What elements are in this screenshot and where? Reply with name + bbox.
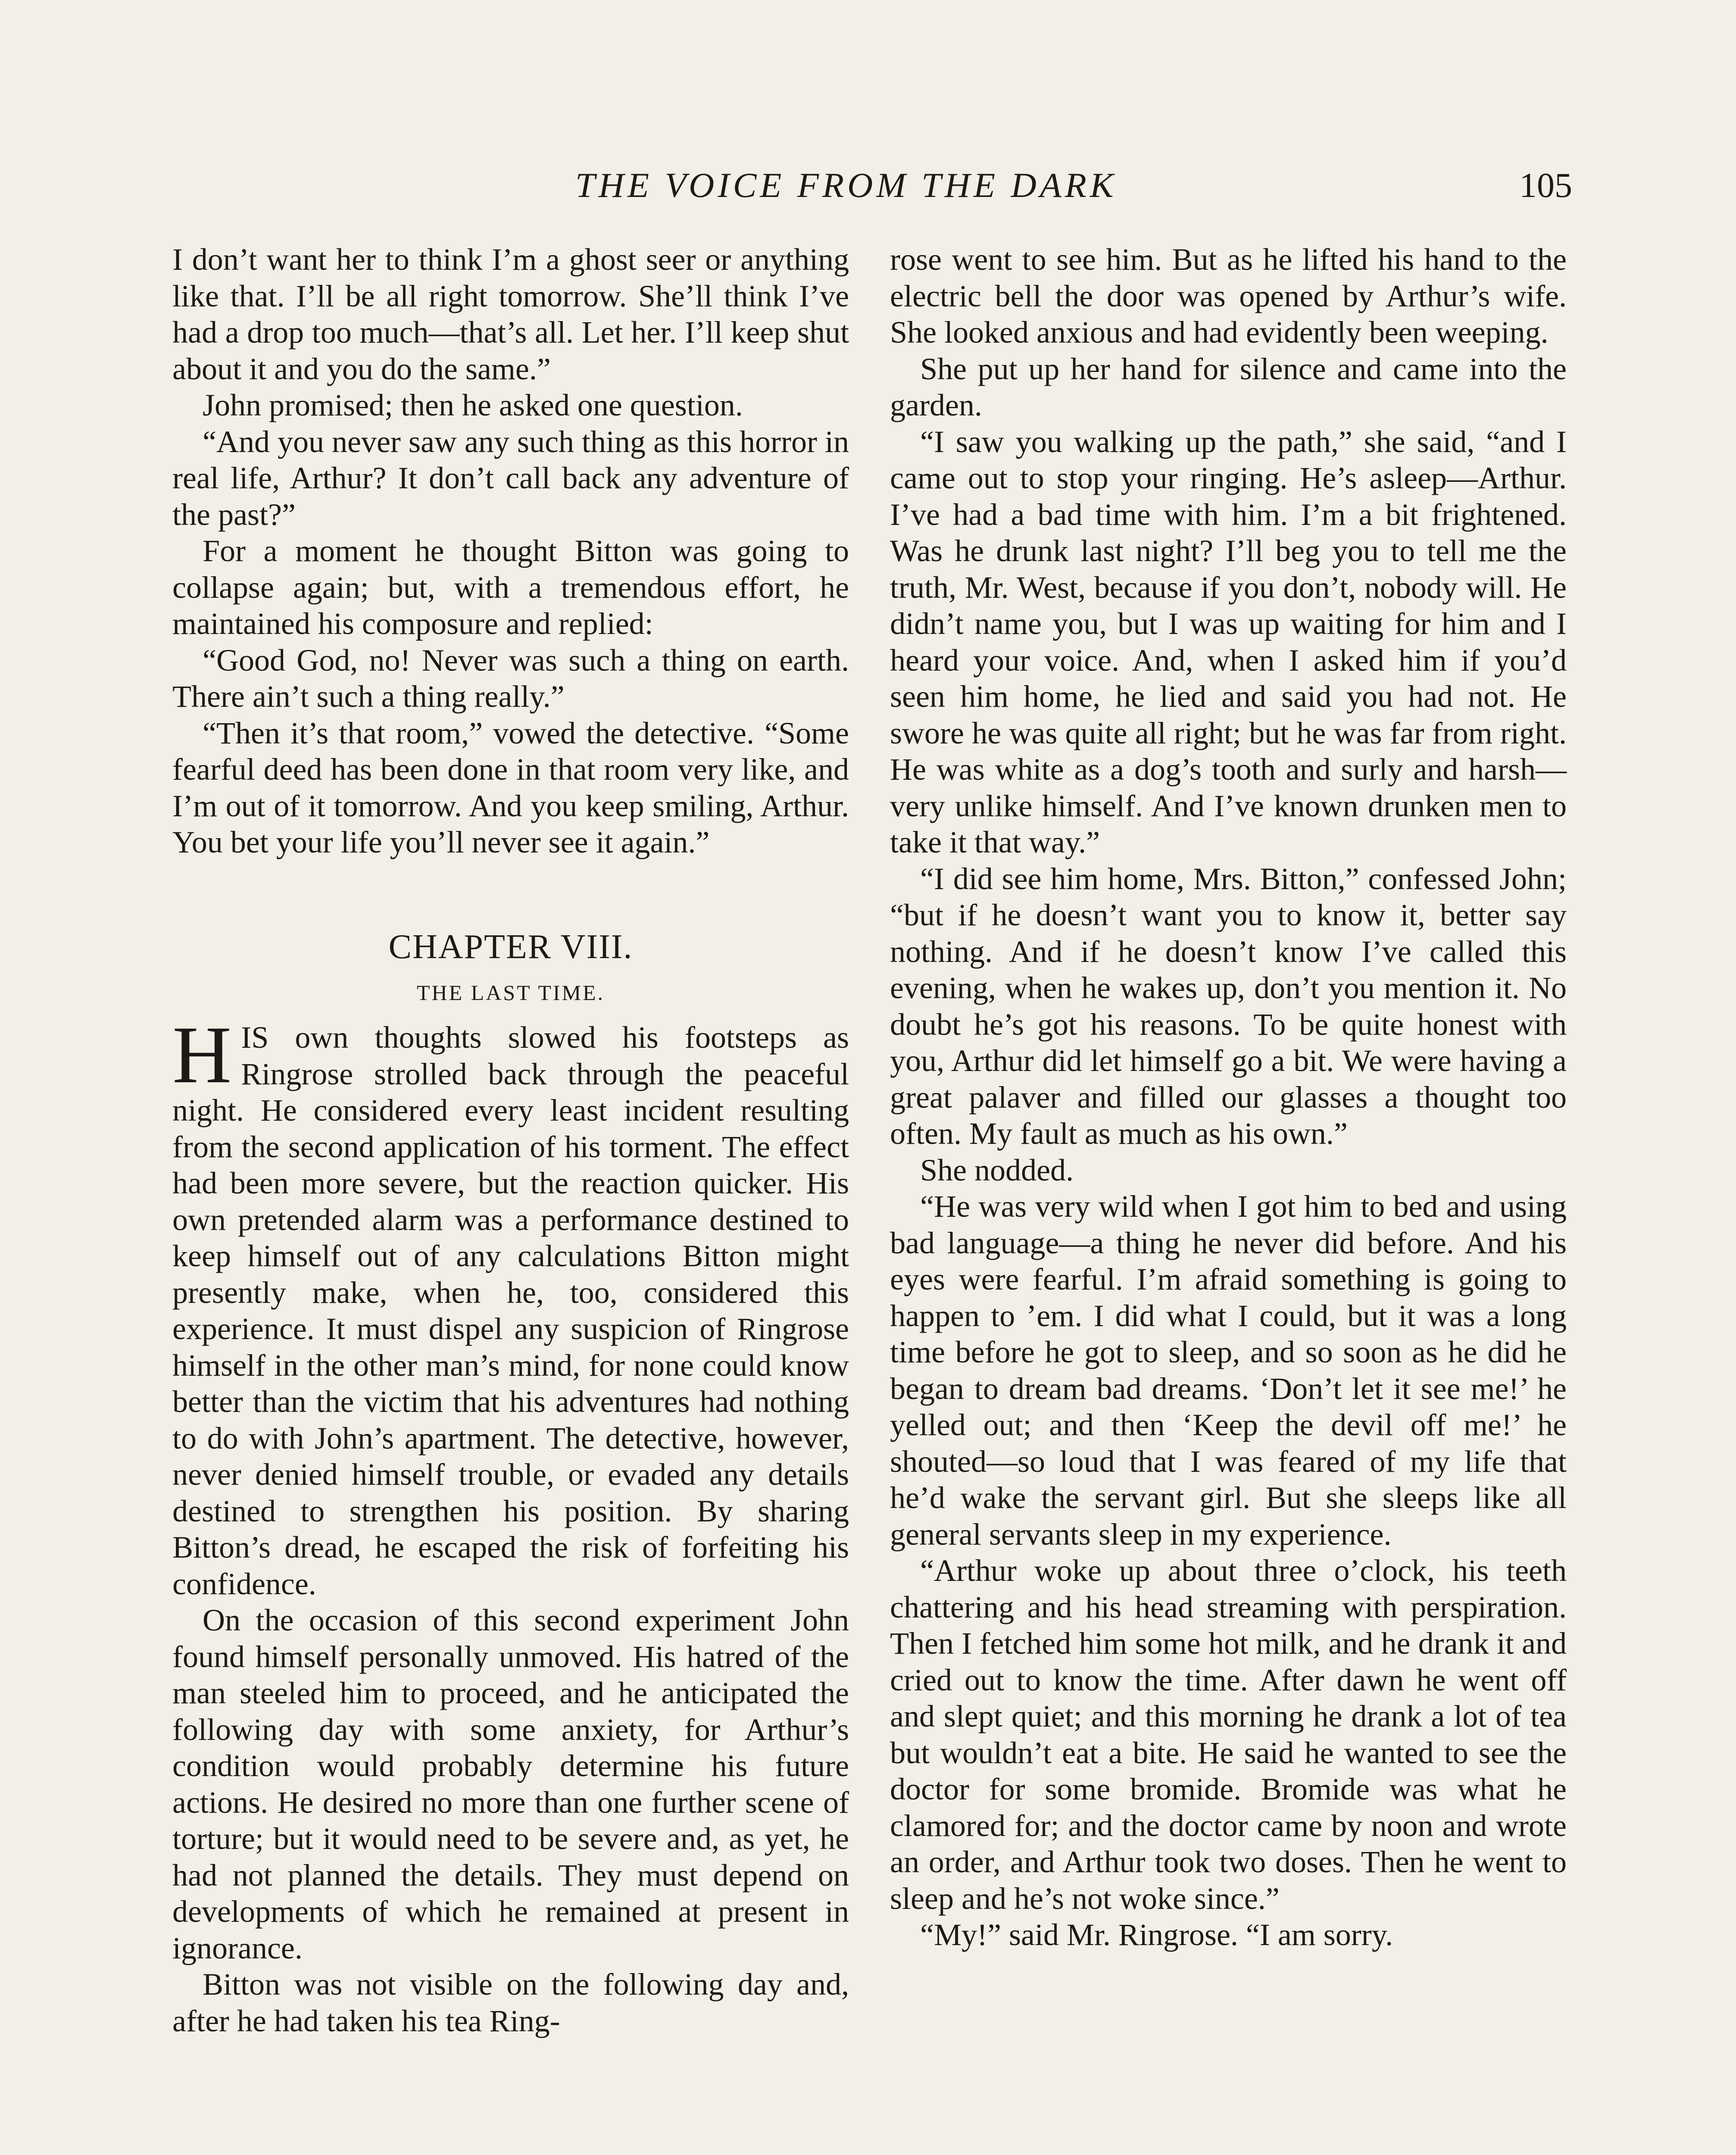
chapter-subtitle: THE LAST TIME.: [416, 980, 605, 1005]
paragraph: rose went to see him. But as he lifted his hand to the electric bell the door was opened by Arthur’s wife. She looked anxious and had evidently been weeping.: [890, 242, 1567, 350]
chapter-opening-paragraph: [172, 1010, 849, 1602]
right-column: [890, 241, 1567, 1953]
running-title: THE VOICE FROM THE DARK: [575, 166, 1117, 205]
paragraph: For a moment he thought Bitton was going to collapse again; but, with a tremendous effort, he maintained his composure and replied:: [172, 534, 849, 641]
paragraph: “Good God, no! Never was such a thing on earth. There ain’t such a thing really.”: [172, 643, 849, 714]
page-number: 105: [1519, 166, 1572, 205]
paragraph: “And you never saw any such thing as this horror in real life, Arthur? It don’t call back any adventure of the past?”: [172, 424, 849, 532]
drop-cap: H: [172, 1010, 232, 1100]
paragraph: “My!” said Mr. Ringrose. “I am sorry.: [920, 1918, 1393, 1952]
left-column: [172, 241, 849, 2039]
paragraph: Bitton was not visible on the following day and, after he had taken his tea Ring-: [172, 1967, 849, 2038]
paragraph: I don’t want her to think I’m a ghost seer or anything like that. I’ll be all right tomorrow. She’ll think I’ve had a drop too much—that’s all. Let her. I’ll keep shut about it and you do the same.”: [172, 242, 849, 386]
paragraph: “I saw you walking up the path,” she said, “and I came out to stop your ringing. He’s asleep—Arthur. I’ve had a bad time with him. I’m a bit frightened. Was he drunk last night? I’ll beg you to tell me the truth, Mr. West, because if you don’t, nobody will. He didn’t name you, but I was up waiting for him and I heard your voice. And, when I asked him if you’d seen him home, he lied and said you had not. He swore he was quite all right; but he was far from right. He was white as a dog’s tooth and surly and harsh—very unlike himself. And I’ve known drunken men to take it that way.”: [890, 424, 1567, 859]
paragraph: “I did see him home, Mrs. Bitton,” confessed John; “but if he doesn’t want you to know it, better say nothing. And if he doesn’t know I’ve called this evening, when he wakes up, don’t you mention it. No doubt he’s got his reasons. To be quite honest with you, Arthur did let himself go a bit. We were having a great palaver and filled our glasses a thought too often. My fault as much as his own.”: [890, 861, 1567, 1151]
paragraph-text: IS own thoughts slowed his footsteps as Ringrose strolled back through the peaceful night. He considered every least incident resulting from the second application of his torment. The effect had been more severe, but the reaction quicker. His own pretended alarm was a performance destined to keep himself out of any calculations Bitton might presently make, when he, too, considered this experience. It must dispel any suspicion of Ringrose himself in the other man’s mind, for none could know better than the victim that his adventures had nothing to do with John’s apartment. The detective, however, never denied himself trouble, or evaded any details destined to strengthen his position. By sharing Bitton’s dread, he escaped the risk of forfeiting his confidence.: [172, 1020, 849, 1601]
paragraph: John promised; then he asked one question.: [203, 388, 743, 422]
paragraph: She put up her hand for silence and came into the garden.: [890, 351, 1567, 422]
paragraph: “Arthur woke up about three o’clock, his teeth chattering and his head streaming with perspiration. Then I fetched him some hot milk, and he drank it and cried out to know the time. After dawn he went off and slept quiet; and this morning he drank a lot of tea but wouldn’t eat a bite. He said he wanted to see the doctor for some bromide. Bromide was what he clamored for; and the doctor came by noon and wrote an order, and Arthur took two doses. Then he went to sleep and he’s not woke since.”: [890, 1553, 1567, 1916]
chapter-title: CHAPTER VIII.: [388, 928, 633, 966]
paragraph: On the occasion of this second experiment John found himself personally unmoved. His hatred of the man steeled him to proceed, and he anticipated the following day with some anxiety, for Arthur’s condition would probably determine his future actions. He desired no more than one further scene of torture; but it would need to be severe and, as yet, he had not planned the details. They must depend on developments of which he remained at present in ignorance.: [172, 1603, 849, 1965]
paragraph: “Then it’s that room,” vowed the detective. “Some fearful deed has been done in that room very like, and I’m out of it tomorrow. And you keep smiling, Arthur. You bet your life you’ll never see it again.”: [172, 715, 849, 859]
paragraph: She nodded.: [920, 1152, 1074, 1187]
paragraph: “He was very wild when I got him to bed and using bad language—a thing he never did before. And his eyes were fearful. I’m afraid something is going to happen to ’em. I did what I could, but it was a long time before he got to sleep, and so soon as he did he began to dream bad dreams. ‘Don’t let it see me!’ he yelled out; and then ‘Keep the devil off me!’ he shouted—so loud that I was feared of my life that he’d wake the servant girl. But she sleeps like all general servants sleep in my experience.: [890, 1189, 1567, 1552]
